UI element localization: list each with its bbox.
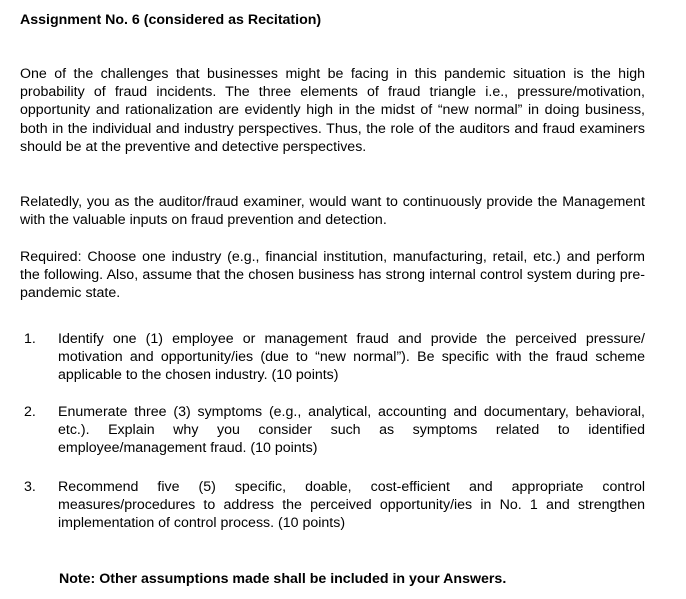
note-text: Note: Other assumptions made shall be included in your Answers.	[59, 571, 507, 587]
assignment-title: Assignment No. 6 (considered as Recitation)	[20, 12, 322, 28]
list-item-text: Recommend five (5) specific, doable, cost-efficient and appropriate control measures/procedures to address the perceived opportunity/ies in No. 1 and strengthen implementation of control process. (10 points)	[58, 479, 645, 532]
list-item-text: Enumerate three (3) symptoms (e.g., analytical, accounting and documentary, behavioral, etc.). Explain why you consider such as symptoms related to identified employee/management fraud. (10 points)	[58, 404, 645, 457]
list-item-number: 3.	[24, 479, 36, 495]
required-paragraph: Required: Choose one industry (e.g., financial institution, manufacturing, retail, etc.) and perform the following. Also, assume that the chosen business has strong internal control system during pre-pandemic state.	[20, 249, 645, 302]
list-item-number: 2.	[24, 404, 36, 420]
auditor-role-paragraph: Relatedly, you as the auditor/fraud examiner, would want to continuously provide the Management with the valuable inputs on fraud prevention and detection.	[20, 194, 645, 229]
intro-paragraph: One of the challenges that businesses might be facing in this pandemic situation is the high probability of fraud incidents. The three elements of fraud triangle i.e., pressure/motivation, opportunity and rationalization are evidently high in the midst of “new normal” in doing business, both in the individual and industry perspectives. Thus, the role of the auditors and fraud examiners should be at the preventive and detective perspectives.	[20, 66, 645, 155]
list-item-number: 1.	[24, 331, 36, 347]
list-item-text: Identify one (1) employee or management fraud and provide the perceived pressure/ motivation and opportunity/ies (due to “new normal”). Be specific with the fraud scheme applicable to the chosen industry. (10 points)	[58, 331, 645, 384]
